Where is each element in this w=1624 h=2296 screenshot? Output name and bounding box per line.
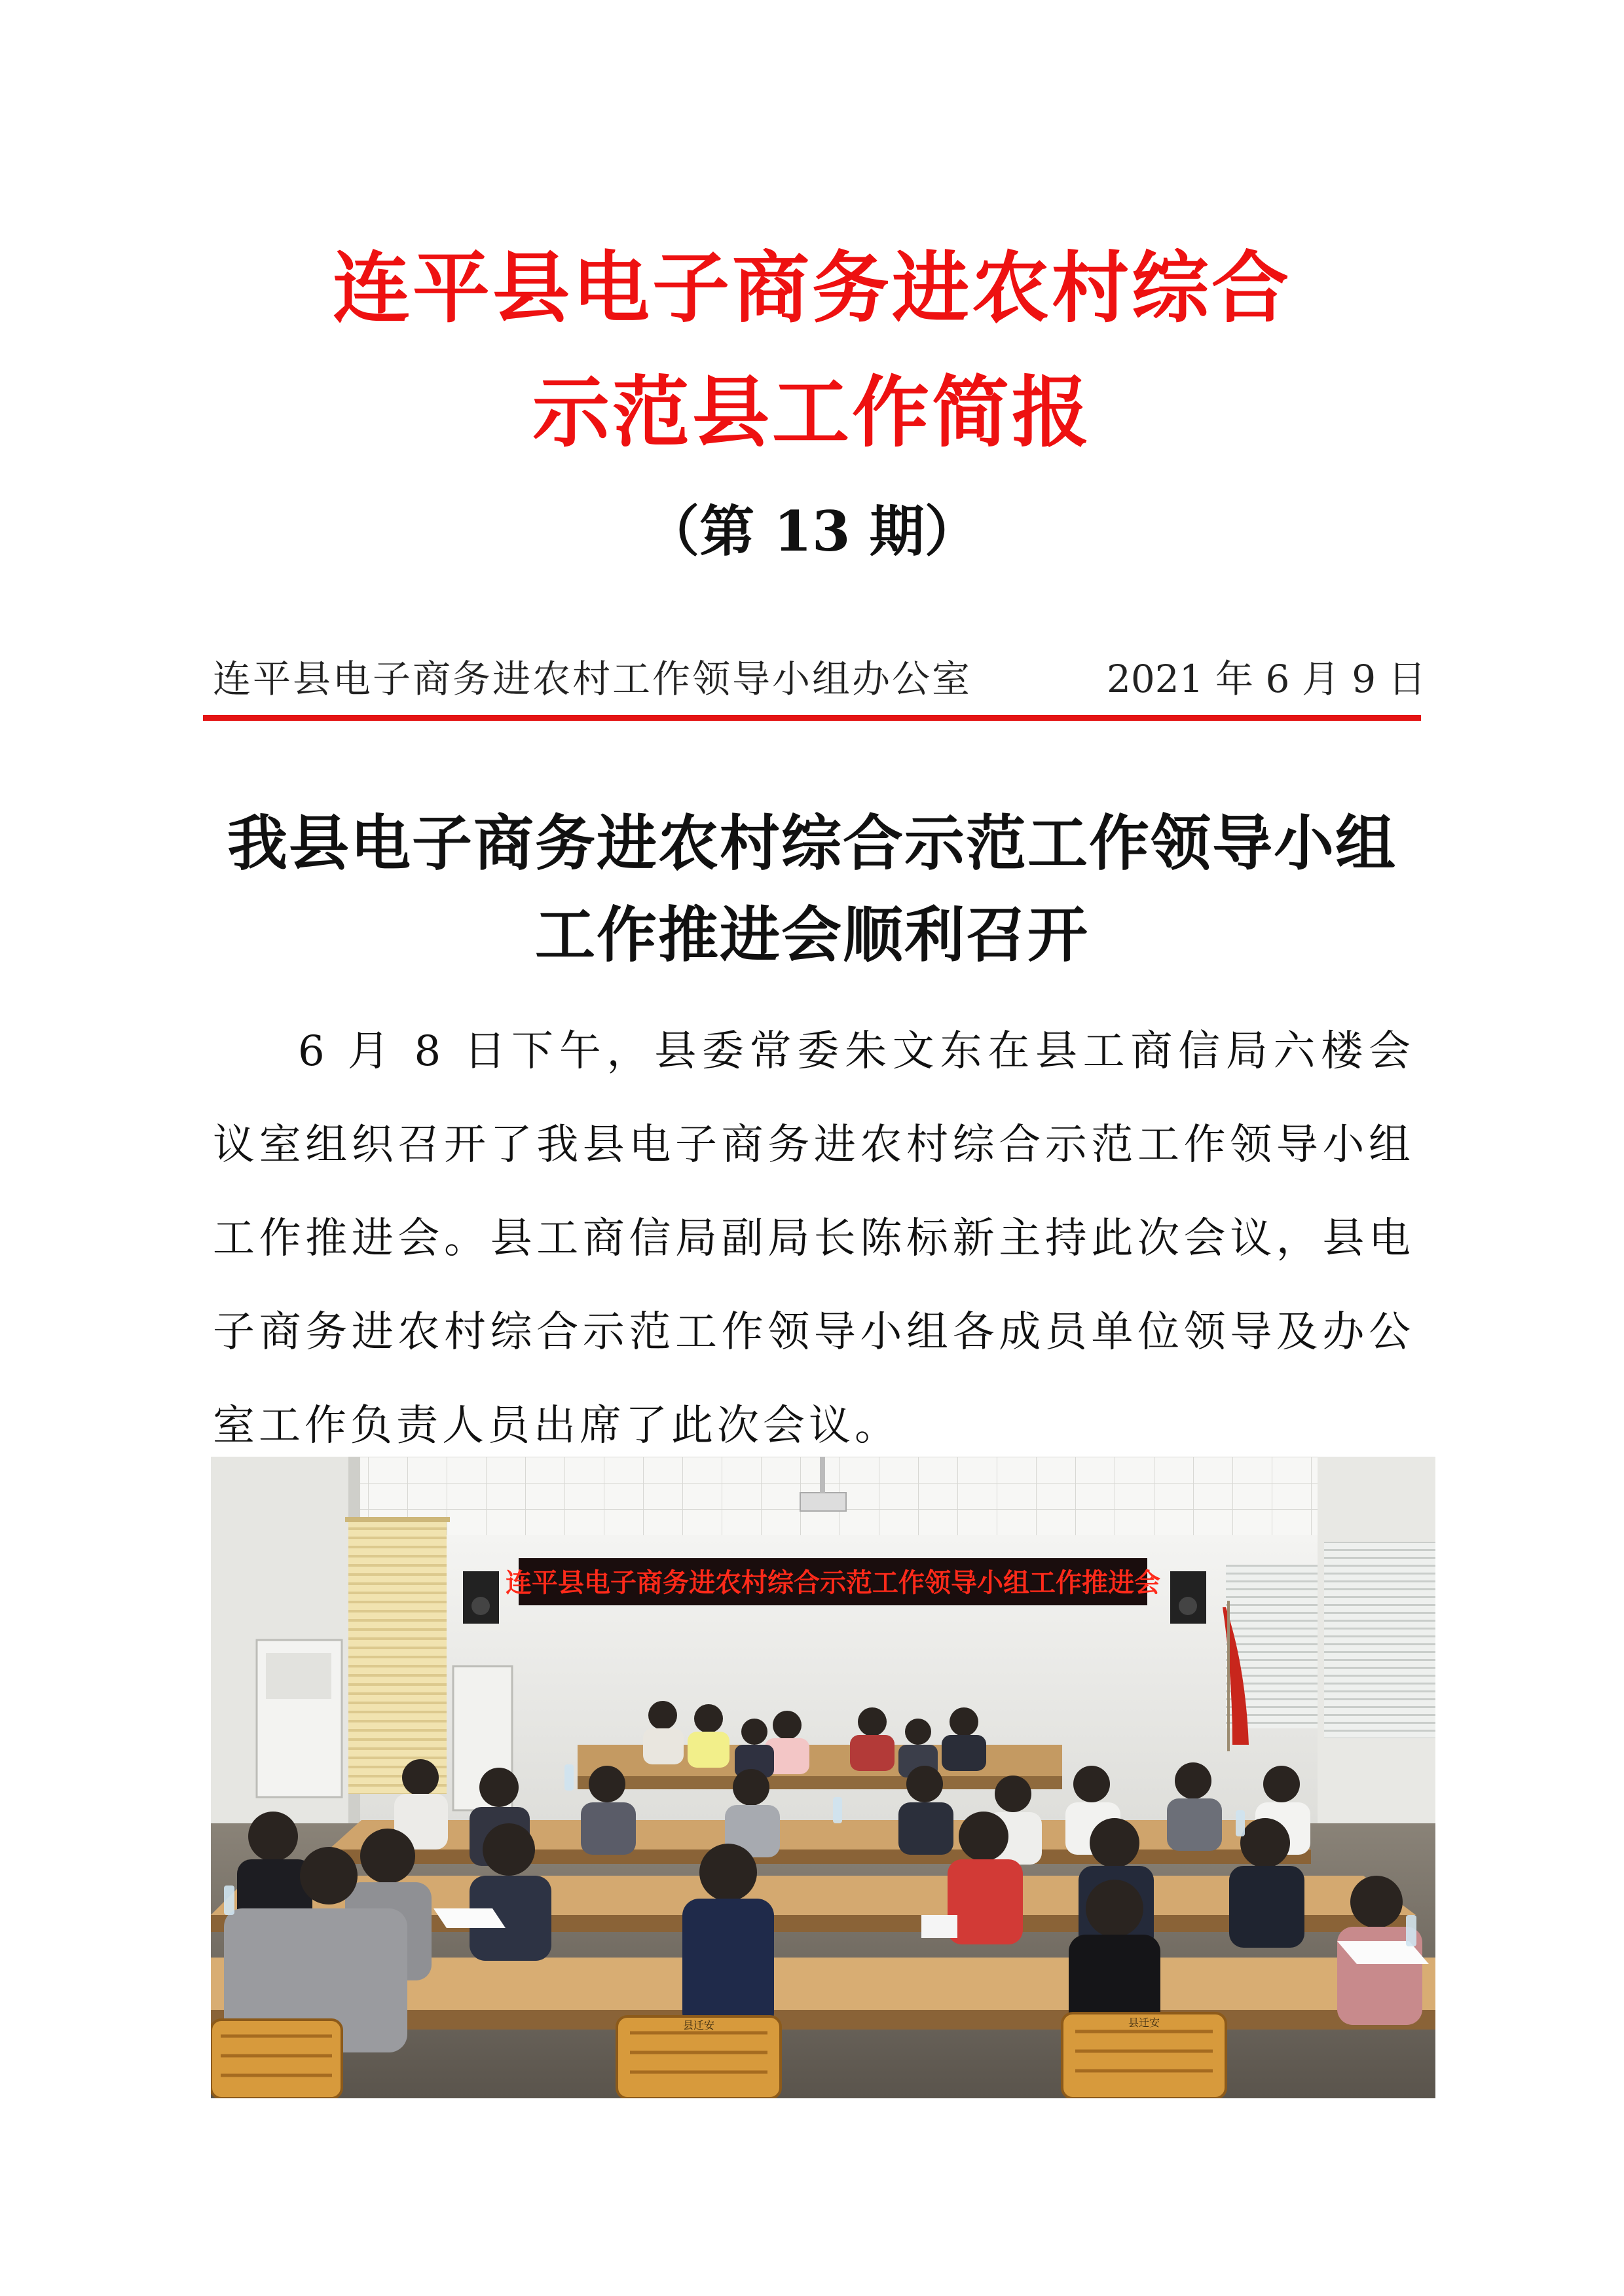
bulletin-title-line1: 连平县电子商务进农村综合	[332, 243, 1291, 333]
issuing-office: 连平县电子商务进农村工作领导小组办公室	[213, 657, 972, 701]
issue-number: （第 13 期）	[644, 499, 980, 564]
bulletin-title-line2: 示范县工作简报	[532, 367, 1092, 458]
led-banner-text: 连平县电子商务进农村综合示范工作领导小组工作推进会	[506, 1568, 1160, 1598]
article-body: 6 月 8 日下午，县委常委朱文东在县工商信局六楼会议室组织召开了我县电子商务进农村综合示范工作领导小组工作推进会。县工商信局副局长陈标新主持此次会议，县电子商务进农村综合示范工作领导小组各成员单位领导及办公室工作负责人员出席了此次会议。	[213, 1027, 1414, 1450]
article-headline-line2: 工作推进会顺利召开	[534, 900, 1089, 970]
issuer-line	[213, 648, 1426, 703]
chair-label: 县迁安	[682, 2019, 715, 2032]
issue-date: 2021 年 6 月 9 日	[1107, 657, 1426, 701]
chair-label-2: 县迁安	[1128, 2016, 1160, 2029]
article-headline-line1: 我县电子商务进农村综合示范工作领导小组	[227, 809, 1397, 879]
red-divider	[203, 715, 1421, 721]
meeting-photo	[211, 1457, 1435, 2098]
